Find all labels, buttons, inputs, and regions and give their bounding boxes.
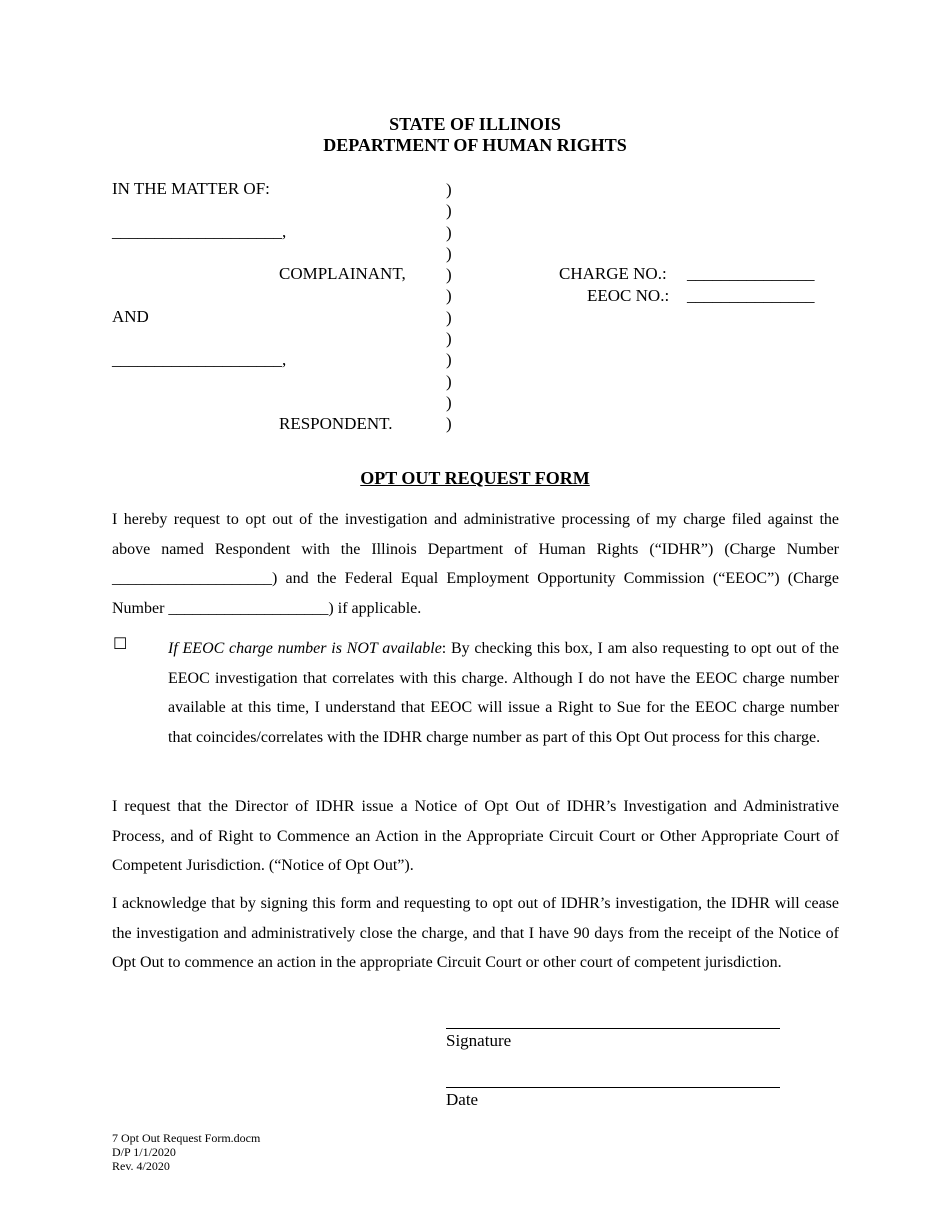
- checkbox-paragraph: [168, 634, 839, 752]
- notice-paragraph: [112, 792, 839, 881]
- complainant-blank[interactable]: ____________________,: [112, 222, 287, 241]
- form-title: OPT OUT REQUEST FORM: [360, 468, 590, 488]
- header-state: STATE OF ILLINOIS: [389, 114, 561, 134]
- checkbox-italic-text: If EEOC charge number is NOT available: [168, 640, 442, 657]
- matter-label: IN THE MATTER OF:: [112, 179, 270, 198]
- respondent-label: RESPONDENT.: [279, 414, 393, 433]
- header-department: DEPARTMENT OF HUMAN RIGHTS: [323, 135, 627, 155]
- notice-paragraph-text: I request that the Director of IDHR issue a Notice of Opt Out of IDHR’s Investigation and Administrative Process, and of Right to Commence an Action in the Appropriate Circuit Court or Other Appropriate Court of Competent Jurisdiction. (“Notice of Opt Out”).: [112, 798, 839, 875]
- eeoc-no-label: EEOC NO.:: [587, 286, 670, 305]
- footer-filename: 7 Opt Out Request Form.docm: [112, 1131, 261, 1145]
- checkbox-body-text: : By checking this box, I am also requesting to opt out of the EEOC investigation that correlates with this charge. Although I do not have the EEOC charge number available at this time, I understand that EEOC will issue a Right to Sue for the EEOC charge number that coincides/correlates with the IDHR charge number as part of this Opt Out process for this charge.: [168, 640, 839, 746]
- acknowledgement-paragraph: [112, 889, 839, 978]
- caption-parentheses: ) ) ) ) ) ) ) ) ) ) ) ): [446, 180, 452, 434]
- charge-no-label: CHARGE NO.:: [559, 264, 667, 283]
- charge-no-field[interactable]: _______________: [687, 264, 815, 283]
- eeoc-opt-out-checkbox[interactable]: ☐: [113, 636, 128, 653]
- eeoc-no-field[interactable]: _______________: [687, 286, 815, 305]
- respondent-blank[interactable]: ____________________,: [112, 350, 287, 369]
- date-label: Date: [446, 1090, 479, 1109]
- signature-line[interactable]: [446, 1028, 780, 1029]
- and-label: AND: [112, 307, 149, 326]
- footer-revision: Rev. 4/2020: [112, 1159, 170, 1173]
- acknowledgement-paragraph-text: I acknowledge that by signing this form and requesting to opt out of IDHR’s investigation, the IDHR will cease the investigation and administratively close the charge, and that I have 90 days from the receipt of the Notice of Opt Out to commence an action in the appropriate Circuit Court or other court of competent jurisdiction.: [112, 895, 839, 972]
- date-line[interactable]: [446, 1087, 780, 1088]
- request-paragraph-text: I hereby request to opt out of the investigation and administrative processing of my charge filed against the above named Respondent with the Illinois Department of Human Rights (“IDHR”) (Charge Number ____________________) and the Federal Equal Employment Opportunity Commission (“EEOC”) (Charge Number ____________________) if applicable.: [112, 511, 839, 617]
- complainant-label: COMPLAINANT,: [279, 264, 406, 283]
- request-paragraph: [112, 505, 839, 623]
- checkbox-paragraph-text: [168, 634, 839, 752]
- signature-label: Signature: [446, 1031, 512, 1050]
- footer-dp: D/P 1/1/2020: [112, 1145, 176, 1159]
